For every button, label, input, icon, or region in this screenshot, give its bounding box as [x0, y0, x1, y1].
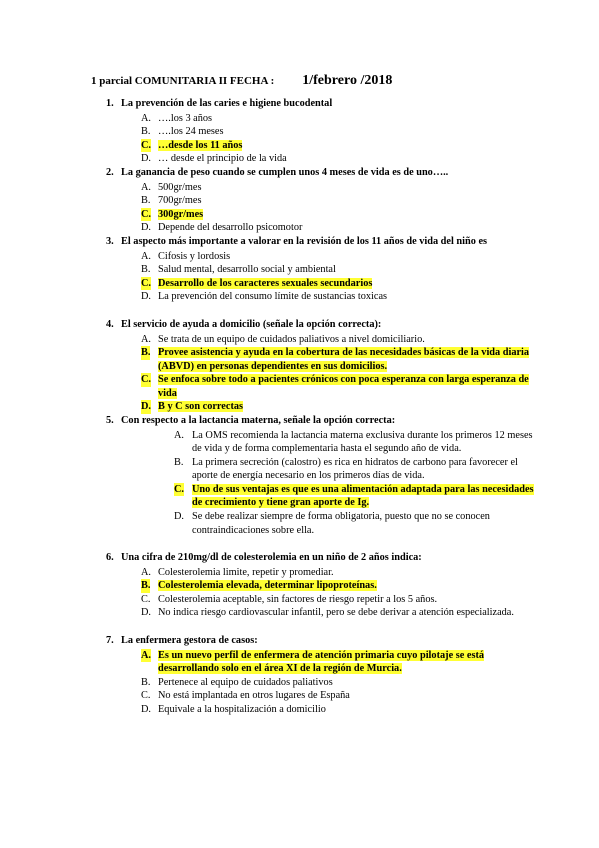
option-list — [106, 333, 536, 415]
option-list — [106, 649, 536, 717]
question-1 — [106, 97, 536, 166]
option-b-correct: B. Colesterolemia elevada, determinar lipoproteínas. — [141, 580, 377, 592]
option-a: A. Se trata de un equipo de cuidados paliativos a nivel domiciliario. — [141, 333, 425, 345]
question-5 — [106, 414, 536, 537]
question-stem: La prevención de las caries e higiene bucodental — [121, 98, 333, 109]
question-4 — [106, 318, 536, 414]
option-a-correct: A. Es un nuevo perfil de enfermera de atención primaria cuyo pilotaje se está desarrollando solo en el área XI de la región de Murcia. — [141, 649, 485, 675]
option-a: A. 500gr/mes — [141, 181, 202, 193]
option-d: D. No indica riesgo cardiovascular infantil, pero se debe derivar a atención especializada. — [141, 607, 514, 619]
question-3 — [106, 235, 536, 304]
question-stem: La enfermera gestora de casos: — [121, 635, 258, 646]
question-number: 6. — [106, 552, 114, 563]
question-6 — [106, 551, 536, 620]
option-c-correct: C. 300gr/mes — [141, 208, 204, 220]
question-stem: Con respecto a la lactancia materna, señale la opción correcta: — [121, 415, 396, 426]
option-b: B. ….los 24 meses — [141, 126, 224, 138]
option-b: B. 700gr/mes — [141, 195, 202, 207]
question-number: 2. — [106, 167, 114, 178]
option-b: B. Pertenece al equipo de cuidados paliativos — [141, 676, 333, 688]
option-c-correct: C. Desarrollo de los caracteres sexuales secundarios — [141, 277, 373, 289]
option-c: C. Colesterolemia aceptable, sin factores de riesgo repetir a los 5 años. — [141, 593, 438, 605]
option-c-correct: C. Uno de sus ventajas es que es una alimentación adaptada para las necesidades de crecimiento y tiene gran aporte de Ig. — [174, 483, 534, 509]
question-stem: El aspecto más importante a valorar en la revisión de los 11 años de vida del niño es — [121, 236, 488, 247]
option-b: B. Salud mental, desarrollo social y ambiental — [141, 264, 336, 276]
option-c: C. No está implantada en otros lugares de España — [141, 690, 350, 702]
question-stem: La ganancia de peso cuando se cumplen unos 4 meses de vida es de uno….. — [121, 167, 449, 178]
question-7 — [106, 634, 536, 716]
question-2 — [106, 166, 536, 235]
option-a: A. La OMS recomienda la lactancia materna exclusiva durante los primeros 12 meses de vida y de forma complementaria hasta el segundo año de vida. — [174, 429, 533, 455]
option-c-correct: C. Se enfoca sobre todo a pacientes crónicos con poca esperanza con larga esperanza de vida — [141, 374, 529, 399]
option-list — [106, 181, 536, 235]
option-list — [106, 566, 536, 620]
option-a: A. Cifosis y lordosis — [141, 250, 231, 262]
option-list — [106, 429, 536, 538]
question-number: 1. — [106, 98, 114, 109]
option-d: D. Depende del desarrollo psicomotor — [141, 222, 303, 234]
question-number: 4. — [106, 319, 114, 330]
question-number: 7. — [106, 635, 114, 646]
question-stem: El servicio de ayuda a domicilio (señale la opción correcta): — [121, 319, 382, 330]
exam-header — [91, 73, 392, 89]
exam-date: 1/febrero /2018 — [302, 73, 393, 88]
exam-title: 1 parcial COMUNITARIA II FECHA : — [91, 75, 275, 87]
question-stem: Una cifra de 210mg/dl de colesterolemia en un niño de 2 años indica: — [121, 552, 422, 563]
option-c-correct: C. …desde los 11 años — [141, 139, 243, 151]
option-a: A. ….los 3 años — [141, 112, 213, 124]
option-d-correct: D. B y C son correctas — [141, 401, 244, 413]
option-a: A. Colesterolemia limite, repetir y promediar. — [141, 566, 334, 578]
option-b: B. La primera secreción (calostro) es rica en hidratos de carbono para favorecer el aporte de energía necesario en los primeros días de vida. — [174, 456, 518, 482]
option-list — [106, 250, 536, 304]
option-d: D. Se debe realizar siempre de forma obligatoria, puesto que no se conocen contraindicaciones sobre ella. — [174, 511, 490, 536]
option-b-correct: B. Provee asistencia y ayuda en la cobertura de las necesidades básicas de la vida diaria (ABVD) en personas dependientes en sus domicilios. — [141, 347, 530, 372]
option-d: D. Equivale a la hospitalización a domicilio — [141, 703, 326, 715]
question-number: 5. — [106, 415, 114, 426]
question-number: 3. — [106, 236, 114, 247]
option-d: D. La prevención del consumo límite de sustancias toxicas — [141, 291, 388, 303]
option-list — [106, 112, 536, 166]
option-d: D. … desde el principio de la vida — [141, 153, 287, 165]
